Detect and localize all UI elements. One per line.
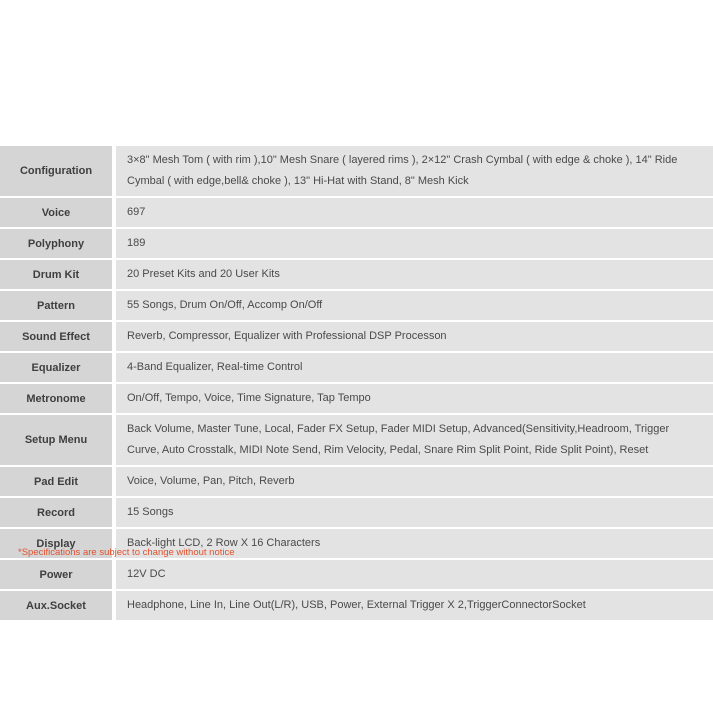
table-row <box>0 260 713 289</box>
spec-value: On/Off, Tempo, Voice, Time Signature, Tap Tempo <box>116 384 713 413</box>
spec-value: Reverb, Compressor, Equalizer with Professional DSP Processon <box>116 322 713 351</box>
table-row <box>0 322 713 351</box>
spec-label: Voice <box>0 198 112 227</box>
spec-label: Display <box>0 529 112 558</box>
spec-value: Back Volume, Master Tune, Local, Fader FX Setup, Fader MIDI Setup, Advanced(Sensitivity,Headroom, Trigger Curve, Auto Crosstalk, MIDI Note Send, Rim Velocity, Pedal, Snare Rim Split Point, Ride Split Point), Reset <box>116 415 713 465</box>
table-row <box>0 415 713 465</box>
spec-label: Equalizer <box>0 353 112 382</box>
spec-label: Polyphony <box>0 229 112 258</box>
table-row <box>0 146 713 196</box>
spec-value: Voice, Volume, Pan, Pitch, Reverb <box>116 467 713 496</box>
specs-disclaimer-footnote: *Specifications are subject to change without notice <box>18 547 235 558</box>
spec-value: 189 <box>116 229 713 258</box>
spec-value: 4-Band Equalizer, Real-time Control <box>116 353 713 382</box>
table-row <box>0 498 713 527</box>
table-row <box>0 384 713 413</box>
spec-label: Pad Edit <box>0 467 112 496</box>
spec-label: Pattern <box>0 291 112 320</box>
spec-label: Configuration <box>0 146 112 196</box>
table-row <box>0 560 713 589</box>
spec-label: Drum Kit <box>0 260 112 289</box>
spec-label: Metronome <box>0 384 112 413</box>
spec-label: Power <box>0 560 112 589</box>
table-row <box>0 229 713 258</box>
spec-value: 3×8" Mesh Tom ( with rim ),10" Mesh Snare ( layered rims ), 2×12" Crash Cymbal ( with edge & choke ), 14" Ride Cymbal ( with edge,bell& choke ), 13" Hi-Hat with Stand, 8" Mesh Kick <box>116 146 713 196</box>
spec-value: Headphone, Line In, Line Out(L/R), USB, Power, External Trigger X 2,TriggerConnectorSocket <box>116 591 713 620</box>
spec-label: Aux.Socket <box>0 591 112 620</box>
table-row <box>0 198 713 227</box>
spec-value: 15 Songs <box>116 498 713 527</box>
table-row <box>0 467 713 496</box>
table-row <box>0 291 713 320</box>
spec-value: 20 Preset Kits and 20 User Kits <box>116 260 713 289</box>
spec-value: 55 Songs, Drum On/Off, Accomp On/Off <box>116 291 713 320</box>
table-row <box>0 591 713 620</box>
spec-label: Record <box>0 498 112 527</box>
spec-value: 12V DC <box>116 560 713 589</box>
spec-label: Sound Effect <box>0 322 112 351</box>
table-row <box>0 353 713 382</box>
spec-label: Setup Menu <box>0 415 112 465</box>
spec-value: Back-light LCD, 2 Row X 16 Characters <box>116 529 713 558</box>
spec-value: 697 <box>116 198 713 227</box>
